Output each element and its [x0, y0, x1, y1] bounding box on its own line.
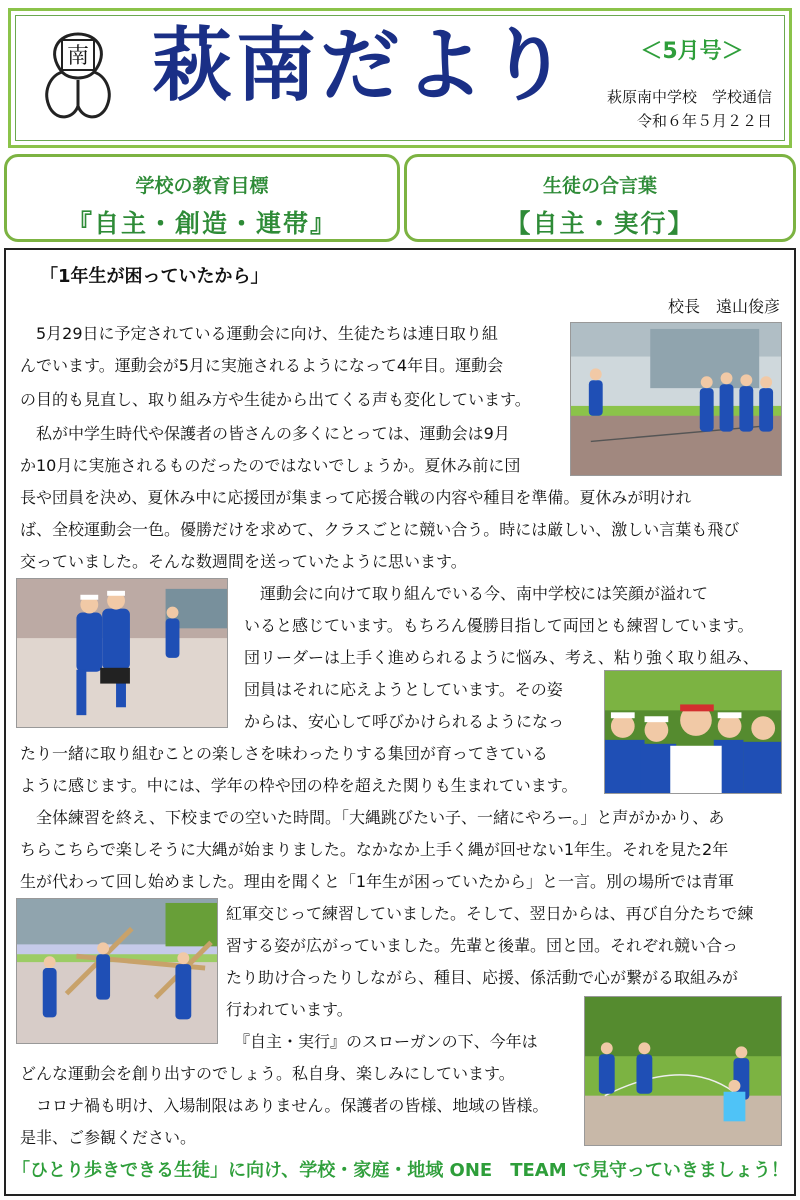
article-line: 団員はそれに応えようとしています。その姿: [244, 680, 563, 699]
article-line: 習する姿が広がっていました。先輩と後輩。団と団。それぞれ競い合っ: [226, 936, 739, 955]
article-line: 紅軍交じって練習していました。そして、翌日からは、再び自分たちで練: [226, 904, 754, 923]
article-line: 全体練習を終え、下校までの空いた時間。「大縄跳びたい子、一緒にやろー。」と声がかかり、あ: [20, 808, 725, 827]
article-line: 生が代わって回し始めました。理由を聞くと「1年生が困っていたから」と一言。別の場所では青軍: [20, 872, 735, 891]
article-line: 『自主・実行』のスローガンの下、今年は: [226, 1032, 538, 1051]
photo-cheering-students: [604, 670, 782, 794]
article-line: ば、全校運動会一色。優勝だけを求めて、クラスごとに競い合う。時には厳しい、激しい言葉も飛び: [20, 520, 740, 539]
student-motto-value: 【自主・実行】: [505, 209, 695, 238]
school-name: 萩原南中学校 学校通信: [606, 88, 772, 106]
emblem-text: 南: [66, 44, 90, 69]
issue-label: ＜5月号＞: [640, 39, 744, 64]
education-goal-box: [4, 154, 400, 242]
education-goal-label: 学校の教育目標: [135, 175, 269, 197]
article-line: か10月に実施されるものだったのではないでしょうか。夏休み前に団: [20, 456, 521, 475]
article-line: コロナ禍も明け、入場制限はありません。保護者の皆様、地域の皆様。: [20, 1096, 549, 1115]
article-line: たり一緒に取り組むことの楽しさを味わったりする集団が育ってきている: [20, 744, 548, 763]
article-line: たり助け合ったりしながら、種目、応援、係活動で心が繋がる取組みが: [226, 968, 739, 987]
article-line: 行われています。: [226, 1000, 353, 1019]
school-emblem-icon: [40, 28, 116, 124]
closing-slogan: 「ひとり歩きできる生徒」に向け、学校・家庭・地域 ONE TEAM で見守っていきましょう！: [12, 1160, 789, 1181]
student-motto-label: 生徒の合言葉: [542, 175, 657, 197]
article-line: 長や団員を決め、夏休み中に応援団が集まって応援合戦の内容や種目を準備。夏休みが明けれ: [20, 488, 692, 507]
article-line: 是非、ご参観ください。: [20, 1128, 197, 1147]
article-line: 団リーダーは上手く進められるように悩み、考え、粘り強く取り組み、: [244, 648, 759, 667]
article-line: 交っていました。そんな数週間を送っていたように思います。: [20, 552, 467, 571]
publication-date: 令和６年５月２２日: [636, 112, 772, 130]
article-line: いると感じています。もちろん優勝目指して両団とも練習しています。: [244, 616, 754, 635]
article-line: んでいます。運動会が5月に実施されるようになって4年目。運動会: [20, 356, 504, 375]
article-line: の目的も見直し、取り組み方や生徒から出てくる声も変化しています。: [20, 390, 531, 409]
article-line: 運動会に向けて取り組んでいる今、南中学校には笑顔が溢れて: [244, 584, 709, 603]
newsletter-title: 萩南だより: [152, 19, 572, 112]
photo-tug-practice: [570, 322, 782, 476]
photo-pole-event: [16, 898, 218, 1044]
education-goal-value: 『自主・創造・連帯』: [66, 209, 337, 238]
article-headline: 「1年生が困っていたから」: [40, 266, 269, 287]
article-line: からは、安心して呼びかけられるようになっ: [244, 712, 565, 731]
article-line: ちらこちらで楽しそうに大縄が始まりました。なかなか上手く縄が回せない1年生。それを見た2年: [20, 840, 729, 859]
student-motto-box: [404, 154, 796, 242]
article-line: どんな運動会を創り出すのでしょう。私自身、楽しみにしています。: [20, 1064, 515, 1083]
article-line: 私が中学生時代や保護者の皆さんの多くにとっては、運動会は9月: [20, 424, 510, 443]
photo-jump-rope: [584, 996, 782, 1146]
article-author: 校長 遠山俊彦: [667, 297, 780, 316]
article-line: 5月29日に予定されている運動会に向け、生徒たちは連日取り組: [20, 324, 498, 343]
article-line: ように感じます。中には、学年の枠や団の枠を超えた関りも生まれています。: [20, 776, 578, 795]
photo-three-legged-race: [16, 578, 228, 728]
